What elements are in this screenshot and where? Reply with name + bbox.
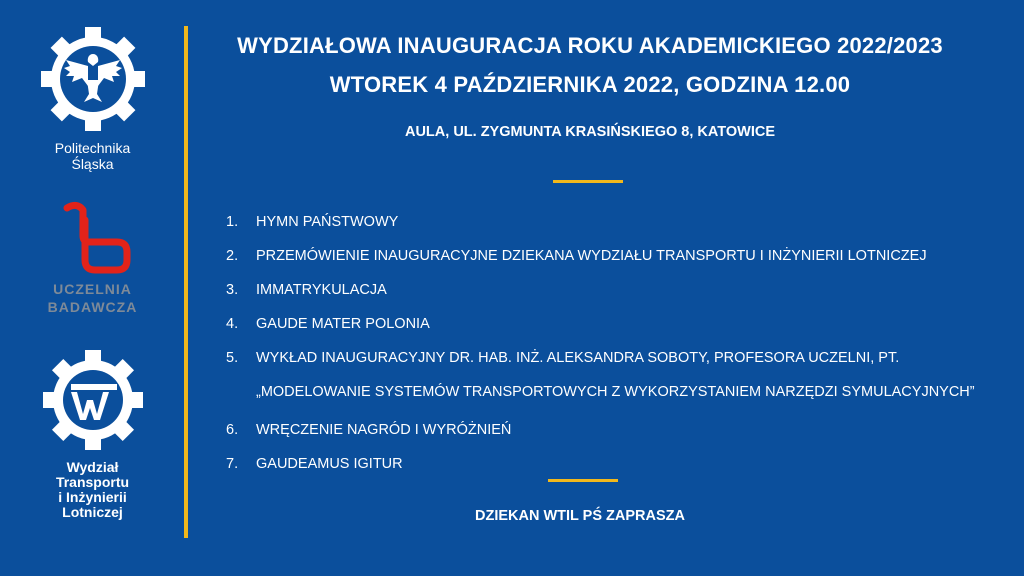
main-content: WYDZIAŁOWA INAUGURACJA ROKU AKADEMICKIEGO 2022/2023 WTOREK 4 PAŹDZIERNIKA 2022, GODZINA 12.00 AULA, UL. ZYGMUNTA KRASIŃSKIEGO 8, KATOWICE 1. HYMN PAŃSTWOWY 2. PRZEMÓWIENIE INAUGURACYJNE DZIEKANA WYDZIAŁU TRANSPORTU I INŻYNIERII LOTNICZEJ 3. IMMATRYKULACJA 4. GAUDE MATER POLONIA 5. WYKŁAD INAUGURACYJNY DR. HAB. INŻ. ALEKSANDRA SOBOTY, PROFESORA UCZELNI, PT. „MODELOWANIE SYSTEMÓW TRANSPORTOWYCH Z WYKORZYSTANIEM NARZĘDZI SYMULACYJNYCH” 6. WRĘCZENIE NAGRÓD I WYRÓŻNIEŃ 7. GAUDEAMUS IGITUR DZIEKAN WTIL PŚ ZAPRASZA [190, 0, 1024, 576]
event-location: AULA, UL. ZYGMUNTA KRASIŃSKIEGO 8, KATOWICE [404, 124, 776, 140]
politechnika-name-line2: Śląska [71, 156, 114, 172]
wydzial-label-line3: i Inżynierii [58, 489, 127, 505]
bottom-divider [548, 479, 618, 482]
wt-gear-icon [41, 348, 145, 452]
sidebar-logos [0, 0, 185, 576]
wydzial-label-line2: Transportu [55, 474, 130, 490]
event-date-time: WTOREK 4 PAŹDZIERNIKA 2022, GODZINA 12.00 [329, 72, 851, 97]
uczelnia-label-line1: UCZELNIA [53, 281, 132, 297]
wydzial-label-line1: Wydział [66, 459, 119, 475]
event-title: WYDZIAŁOWA INAUGURACJA ROKU AKADEMICKIEGO 2022/2023 [237, 33, 943, 58]
red-b-icon [53, 198, 133, 278]
wydzial-logo [0, 348, 185, 520]
politechnika-logo [0, 24, 185, 172]
politechnika-name-line1: Politechnika [54, 140, 131, 156]
top-divider [553, 180, 623, 183]
wydzial-label-line4: Lotniczej [62, 504, 123, 520]
invitation-footer: DZIEKAN WTIL PŚ ZAPRASZA [475, 508, 685, 524]
vertical-divider [184, 26, 188, 538]
eagle-gear-icon [38, 24, 148, 134]
uczelnia-label-line2: BADAWCZA [47, 299, 138, 315]
uczelnia-badawcza-logo [0, 198, 185, 316]
